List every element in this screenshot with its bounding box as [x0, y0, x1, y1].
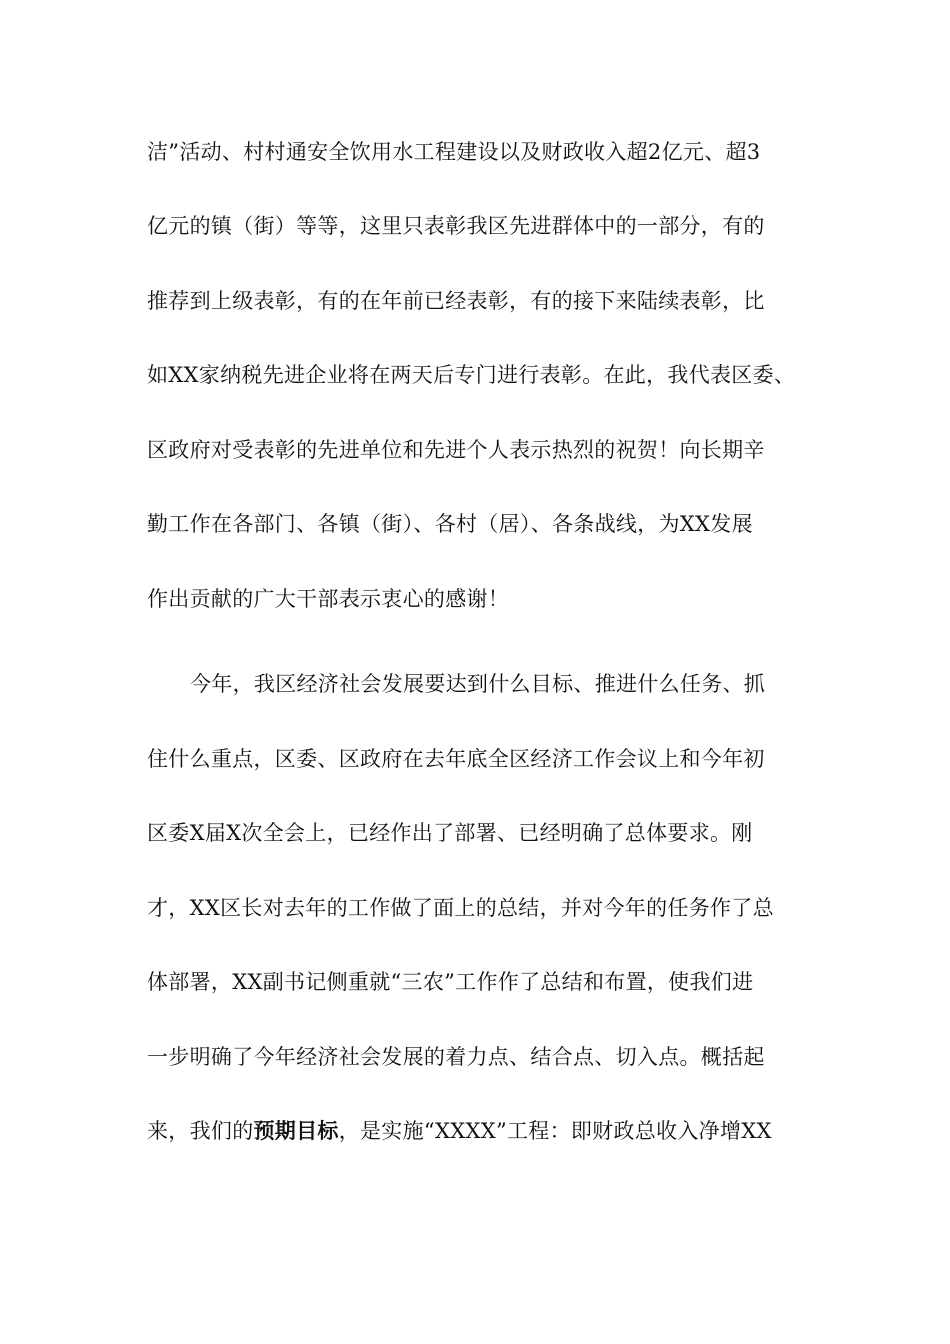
line-text-before: 来，我们的 — [147, 1119, 254, 1143]
paragraph-1-line-3: 推荐到上级表彰，有的在年前已经表彰，有的接下来陆续表彰，比 — [147, 289, 765, 313]
paragraph-1-line-7: 作出贡献的广大干部表示衷心的感谢！ — [147, 587, 510, 611]
paragraph-1-line-5: 区政府对受表彰的先进单位和先进个人表示热烈的祝贺！向长期辛 — [147, 438, 765, 462]
paragraph-2-line-5: 体部署，XX副书记侧重就“三农”工作作了总结和布置，使我们进 — [147, 970, 754, 994]
paragraph-1-line-6: 勤工作在各部门、各镇（街）、各村（居）、各条战线，为XX发展 — [147, 512, 753, 536]
line-text-after: ，是实施“XXXX”工程：即财政总收入净增XX — [338, 1119, 772, 1143]
paragraph-2-line-1: 今年，我区经济社会发展要达到什么目标、推进什么任务、抓 — [190, 672, 766, 696]
paragraph-1-line-1: 洁”活动、村村通安全饮用水工程建设以及财政收入超2亿元、超3 — [147, 140, 761, 164]
paragraph-2-line-4: 才，XX区长对去年的工作做了面上的总结，并对今年的任务作了总 — [147, 896, 774, 920]
paragraph-2-line-7 — [147, 1116, 807, 1146]
paragraph-2-line-3: 区委X届X次全会上，已经作出了部署、已经明确了总体要求。刚 — [147, 821, 753, 845]
paragraph-2-line-6: 一步明确了今年经济社会发展的着力点、结合点、切入点。概括起 — [147, 1045, 765, 1069]
bold-term: 预期目标 — [253, 1118, 339, 1143]
paragraph-1-line-2: 亿元的镇（街）等等，这里只表彰我区先进群体中的一部分，有的 — [147, 214, 765, 238]
paragraph-1-line-4: 如XX家纳税先进企业将在两天后专门进行表彰。在此，我代表区委、 — [147, 363, 796, 387]
paragraph-2-line-2: 住什么重点，区委、区政府在去年底全区经济工作会议上和今年初 — [147, 747, 765, 771]
